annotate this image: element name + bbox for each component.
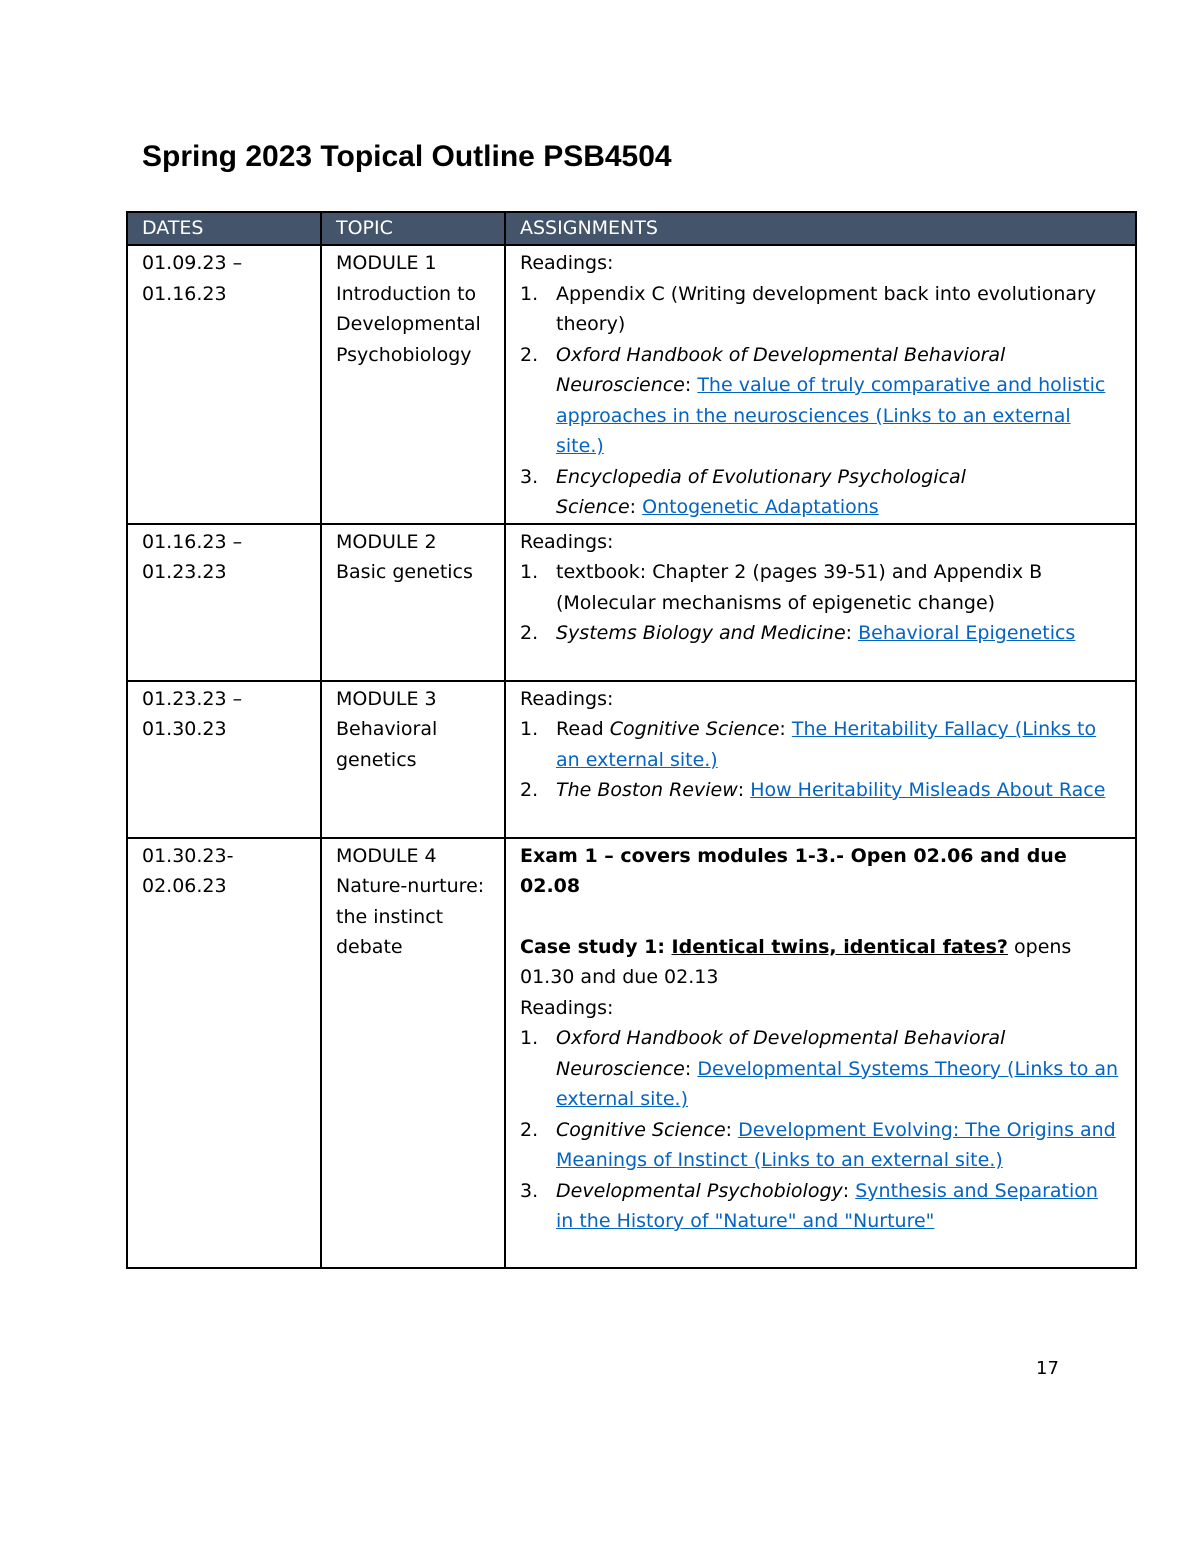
topical-outline-table: [126, 211, 1137, 1269]
topic-title: Behavioral genetics: [336, 718, 438, 771]
list-item: [520, 1023, 1121, 1115]
date-cell: [127, 245, 321, 524]
list-item: [520, 714, 1121, 775]
item-number: 2.: [520, 343, 539, 366]
topic-cell: [321, 524, 505, 681]
reading-link[interactable]: How Heritability Misleads About Race: [750, 779, 1106, 801]
case-study-dates: opens 01.30 and due 02.13: [520, 935, 1072, 988]
readings-list: [520, 1023, 1121, 1237]
item-number: 1.: [520, 1027, 539, 1049]
reading-link[interactable]: Synthesis and Separation in the History of "Nature" and "Nurture": [556, 1179, 1098, 1232]
module-label: MODULE 3: [336, 687, 437, 710]
reading-text: Appendix C (Writing development back into evolutionary theory): [556, 282, 1097, 335]
reading-source: Oxford Handbook of Developmental Behavioral Neuroscience: [556, 1027, 1006, 1080]
separator: :: [684, 1057, 698, 1080]
list-item: [520, 775, 1121, 806]
reading-source: The Boston Review: [556, 779, 738, 801]
separator: :: [725, 1118, 739, 1141]
assignments-cell: [505, 838, 1136, 1268]
table-header-row: [127, 212, 1136, 245]
reading-text: textbook: Chapter 2 (pages 39-51) and Appendix B (Molecular mechanisms of epigenetic change): [556, 561, 1043, 614]
list-item: [520, 1176, 1121, 1237]
list-item: [520, 557, 1121, 618]
exam-line: Exam 1 – covers modules 1-3.- Open 02.06 and due 02.08: [520, 844, 1067, 897]
reading-link[interactable]: The value of truly comparative and holistic approaches in the neurosciences (Links to an external site.): [556, 374, 1106, 457]
topic-title: Nature-nurture: the instinct debate: [336, 875, 485, 958]
date-start: 01.09.23 –: [142, 252, 243, 274]
separator: :: [842, 1179, 856, 1202]
separator: :: [684, 374, 698, 396]
assignments-cell: [505, 245, 1136, 524]
reading-link[interactable]: Behavioral Epigenetics: [858, 622, 1076, 644]
item-number: 1.: [520, 718, 539, 740]
readings-label: Readings:: [520, 687, 614, 710]
assignments-cell: [505, 524, 1136, 681]
list-item: [520, 462, 1121, 523]
date-end: 01.30.23: [142, 718, 227, 740]
item-number: 2.: [520, 779, 539, 801]
readings-label: Readings:: [520, 252, 614, 274]
module-label: MODULE 1: [336, 252, 437, 274]
date-end: 01.16.23: [142, 282, 227, 305]
date-start: 01.30.23-: [142, 844, 234, 867]
reading-source: Cognitive Science: [609, 718, 780, 740]
assignments-cell: [505, 681, 1136, 838]
separator: :: [779, 718, 792, 740]
reading-source: Encyclopedia of Evolutionary Psychological: [556, 465, 966, 488]
date-start: 01.16.23 –: [142, 530, 243, 553]
list-item: [520, 279, 1121, 340]
reading-prefix: Read: [556, 718, 610, 740]
reading-source-cont: Science: [556, 496, 630, 518]
list-item: [520, 1115, 1121, 1176]
item-number: 2.: [520, 622, 539, 644]
reading-source: Oxford Handbook of Developmental Behavioral Neuroscience: [556, 343, 1006, 396]
module-label: MODULE 4: [336, 844, 437, 867]
reading-link[interactable]: The Heritability Fallacy (Links to an external site.): [556, 718, 1097, 771]
case-study-line: [520, 932, 1121, 993]
date-start: 01.23.23 –: [142, 687, 243, 710]
table-row: [127, 245, 1136, 524]
separator: :: [737, 779, 751, 801]
topic-cell: [321, 681, 505, 838]
date-end: 02.06.23: [142, 875, 227, 897]
header-topic: TOPIC: [321, 212, 505, 245]
module-label: MODULE 2: [336, 530, 437, 553]
separator: :: [845, 622, 859, 644]
table-row: [127, 681, 1136, 838]
list-item: [520, 618, 1121, 649]
reading-source: Systems Biology and Medicine: [556, 622, 846, 644]
readings-list: [520, 279, 1121, 523]
date-end: 01.23.23: [142, 561, 227, 583]
list-item: [520, 340, 1121, 462]
item-number: 1.: [520, 561, 539, 583]
date-cell: [127, 838, 321, 1268]
topic-cell: [321, 838, 505, 1268]
header-assignments: ASSIGNMENTS: [505, 212, 1136, 245]
separator: :: [629, 496, 643, 518]
header-dates: DATES: [127, 212, 321, 245]
item-number: 2.: [520, 1118, 539, 1141]
reading-source: Developmental Psychobiology: [556, 1179, 843, 1202]
table-row: [127, 838, 1136, 1268]
reading-link[interactable]: Ontogenetic Adaptations: [642, 496, 879, 518]
page-number: 17: [1036, 1358, 1059, 1379]
item-number: 1.: [520, 282, 539, 305]
readings-label: Readings:: [520, 996, 614, 1019]
readings-label: Readings:: [520, 530, 614, 553]
readings-list: [520, 557, 1121, 649]
page-title: Spring 2023 Topical Outline PSB4504: [142, 140, 672, 173]
table-row: [127, 524, 1136, 681]
item-number: 3.: [520, 1179, 539, 1202]
topic-title: Introduction to Developmental Psychobiology: [336, 282, 481, 366]
date-cell: [127, 681, 321, 838]
reading-link[interactable]: Development Evolving: The Origins and Meanings of Instinct (Links to an external site.): [556, 1118, 1116, 1171]
item-number: 3.: [520, 465, 539, 488]
case-study-title: Identical twins, identical fates?: [671, 935, 1008, 958]
case-study-label: Case study 1:: [520, 935, 672, 958]
topic-cell: [321, 245, 505, 524]
reading-link[interactable]: Developmental Systems Theory (Links to an external site.): [556, 1057, 1119, 1110]
readings-list: [520, 714, 1121, 806]
reading-source: Cognitive Science: [556, 1118, 726, 1141]
topic-title: Basic genetics: [336, 561, 473, 583]
date-cell: [127, 524, 321, 681]
